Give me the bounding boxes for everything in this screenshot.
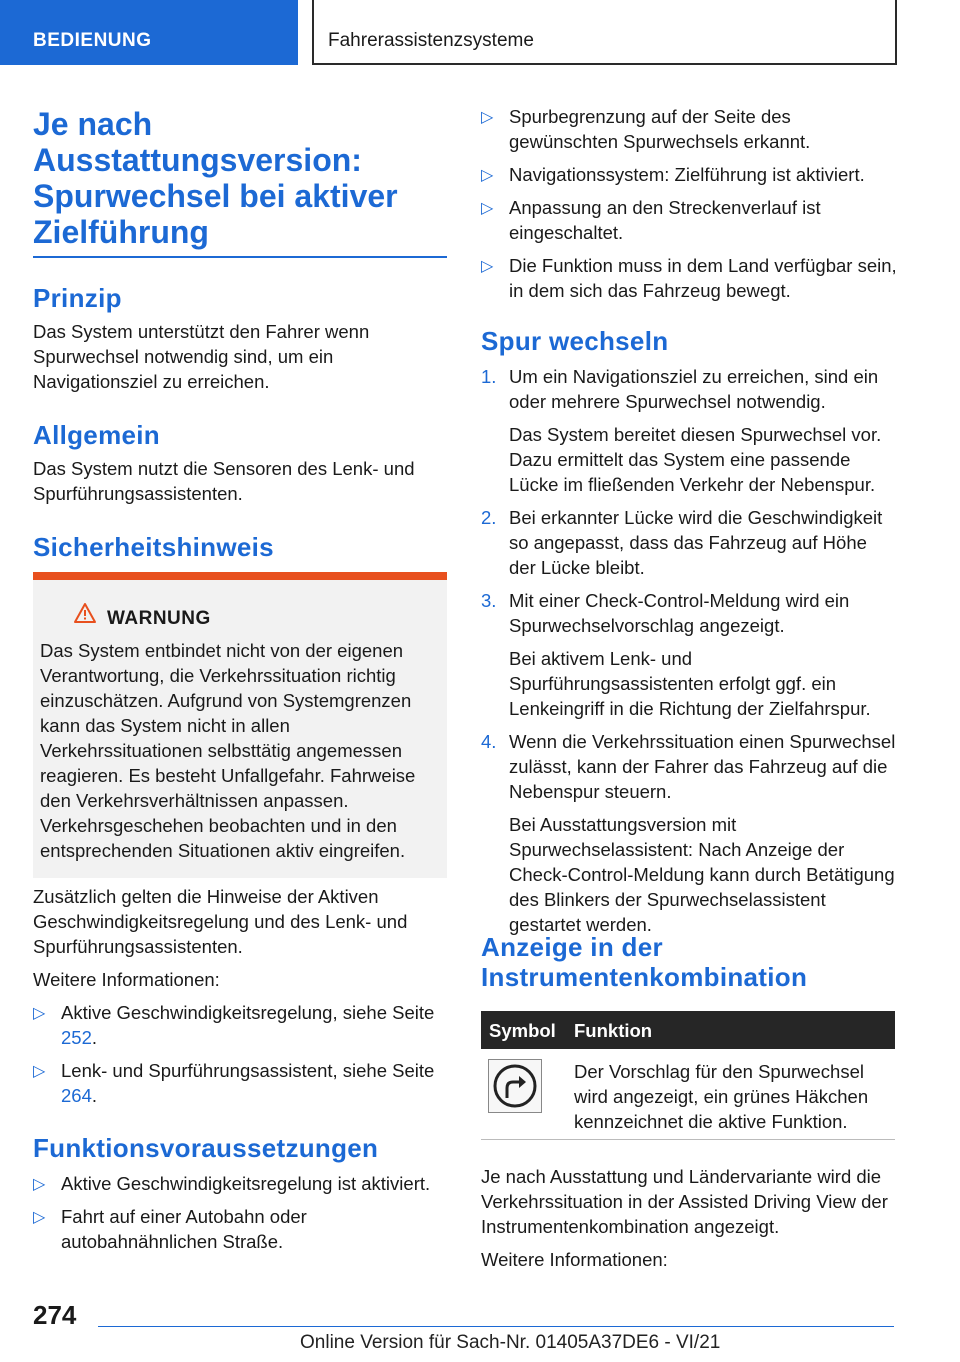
heading-anzeige-line-1: Anzeige in der [481,932,663,962]
voraussetzungen-list [33,1171,447,1254]
allgemein-text: Das System nutzt die Sensoren des Lenk- und Spurführungsassistenten. [33,458,415,504]
step-item [481,364,897,497]
table-cell-funktion: Der Vorschlag für den Spurwechsel wird angezeigt, ein grünes Häkchen kennzeichnet die aktive Funktion. [574,1061,869,1132]
list-item-text: Anpassung an den Streckenverlauf ist eingeschaltet. [509,197,821,243]
section-spur-wechseln [481,326,897,945]
bullet-triangle-icon: ▷ [33,1176,46,1193]
page-number: 274 [33,1300,77,1330]
section-prinzip [33,283,443,394]
heading-anzeige-line-2: Instrumentenkombination [481,962,808,992]
title-line-3: Spurwechsel bei aktiver [33,178,398,214]
title-line-4: Zielführung [33,214,209,250]
column-header-funktion: Funktion [574,1020,653,1041]
warning-text: Das System entbindet nicht von der eigenen Verantwortung, die Verkehrssituation richtig einzuschätzen. Aufgrund von Systemgrenzen kann das System nicht in allen Verkehrssituationen selbsttätig angemessen reagieren. Es besteht Unfallgefahr. Fahrweise den Verkehrsverhältnissen anpassen. Verkehrsgeschehen beobachten und in den entsprechenden Situationen aktiv eingreifen. [40,640,416,861]
step-text: Mit einer Check-Control-Meldung wird ein Spurwechselvorschlag angezeigt. [509,590,850,636]
list-item-text: Aktive Geschwindigkeitsregelung ist aktiviert. [61,1173,431,1194]
chapter-label: Fahrerassistenzsysteme [328,30,534,51]
page-link-264[interactable]: 264 [61,1085,92,1106]
warning-triangle-icon [73,602,97,624]
bullet-triangle-icon: ▷ [33,1209,46,1226]
section-anzeige [481,932,895,992]
bullet-triangle-icon: ▷ [481,258,494,275]
step-text: Um ein Navigationsziel zu erreichen, sind ein oder mehrere Spurwechsel notwendig. [509,366,879,412]
after-table-text: Je nach Ausstattung und Ländervariante wird die Verkehrssituation in der Assisted Driving View der Instrumentenkombination angezeigt. [481,1166,888,1237]
prinzip-text: Das System unterstützt den Fahrer wenn Spurwechsel notwendig sind, um ein Navigationsziel zu erreichen. [33,321,370,392]
step-text: Bei erkannter Lücke wird die Geschwindigkeit so angepasst, dass das Fahrzeug auf Höhe der Lücke bleibt. [509,507,883,578]
section-sicherheit [33,532,443,562]
section-allgemein [33,420,443,506]
list-item-text: Fahrt auf einer Autobahn oder autobahnähnlichen Straße. [61,1206,307,1252]
lane-change-arrow-icon-graphic [489,1060,541,1112]
weitere-info-label: Weitere Informationen: [481,1249,668,1270]
step-text: Wenn die Verkehrssituation einen Spurwechsel zulässt, kann der Fahrer das Fahrzeug auf die Nebenspur steuern. [509,731,896,802]
step-number: 3. [481,590,497,611]
page-title [33,106,447,250]
step-number: 1. [481,366,497,387]
step-item [481,729,897,937]
step-number: 2. [481,507,497,528]
title-line-1: Je nach [33,106,153,142]
list-item [481,195,897,245]
footer-divider [98,1326,894,1327]
heading-voraussetzungen: Funktionsvoraussetzungen [33,1133,379,1163]
step-extra: Das System bereitet diesen Spurwechsel vor. Dazu ermittelt das System eine passende Lücke im fließenden Verkehr der Nebenspur. [509,424,882,495]
section-zusatz [33,884,447,1116]
bullet-triangle-icon: ▷ [33,1005,46,1022]
list-item-text: Spurbegrenzung auf der Seite des gewünschten Spurwechsels erkannt. [509,106,811,152]
reference-list [33,1000,447,1108]
warning-label: WARNUNG [107,608,211,629]
list-item [481,162,897,187]
bullet-triangle-icon: ▷ [481,200,494,217]
heading-spur-wechseln: Spur wechseln [481,326,669,356]
reference-text: Aktive Geschwindigkeitsregelung, siehe Seite [61,1002,435,1023]
reference-item: ▷ Lenk- und Spurführungsassistent, siehe Seite 264. [33,1060,435,1106]
list-item [481,253,897,303]
step-number: 4. [481,731,497,752]
table-row [481,1049,895,1140]
bullet-triangle-icon: ▷ [481,167,494,184]
list-item-text: Die Funktion muss in dem Land verfügbar sein, in dem sich das Fahrzeug bewegt. [509,255,897,301]
bullet-triangle-icon: ▷ [481,109,494,126]
warning-box [33,572,447,878]
section-tab [0,0,298,65]
conditions-continued [481,104,897,311]
reference-text: Lenk- und Spurführungsassistent, siehe Seite [61,1060,435,1081]
lane-change-arrow-icon [488,1059,542,1113]
step-extra: Bei Ausstattungsversion mit Spurwechselassistent: Nach Anzeige der Check-Control-Meldung kann durch Betätigung des Blinkers der Spurwechselassistent gestartet werden. [509,814,895,935]
section-label: BEDIENUNG [33,30,152,51]
reference-item: ▷ Aktive Geschwindigkeitsregelung, siehe Seite 252. [33,1002,435,1048]
title-line-2: Ausstattungsversion: [33,142,362,178]
list-item [33,1204,447,1254]
heading-allgemein: Allgemein [33,420,160,450]
weitere-info-label: Weitere Informationen: [33,969,220,990]
steps-list [481,364,897,937]
section-voraussetzungen [33,1133,447,1262]
heading-prinzip: Prinzip [33,283,122,313]
list-item [481,104,897,154]
chapter-tab [312,0,897,65]
title-divider [33,256,447,258]
table-header [481,1011,895,1049]
page-link-252[interactable]: 252 [61,1027,92,1048]
bullet-triangle-icon: ▷ [33,1063,46,1080]
list-item-text: Navigationssystem: Zielführung ist aktiviert. [509,164,865,185]
column-header-symbol: Symbol [489,1020,556,1041]
step-item [481,588,897,721]
list-item [33,1171,447,1196]
heading-sicherheit: Sicherheitshinweis [33,532,274,562]
footer-text: Online Version für Sach-Nr. 01405A37DE6 - VI/21 [300,1332,721,1353]
step-extra: Bei aktivem Lenk- und Spurführungsassistenten erfolgt ggf. ein Lenkeingriff in die Richtung der Zielfahrspur. [509,648,871,719]
section-after-table [481,1164,897,1272]
step-item [481,505,897,580]
conditions-list [481,104,897,303]
zusatz-text: Zusätzlich gelten die Hinweise der Aktiven Geschwindigkeitsregelung und des Lenk- und Spurführungsassistenten. [33,886,408,957]
